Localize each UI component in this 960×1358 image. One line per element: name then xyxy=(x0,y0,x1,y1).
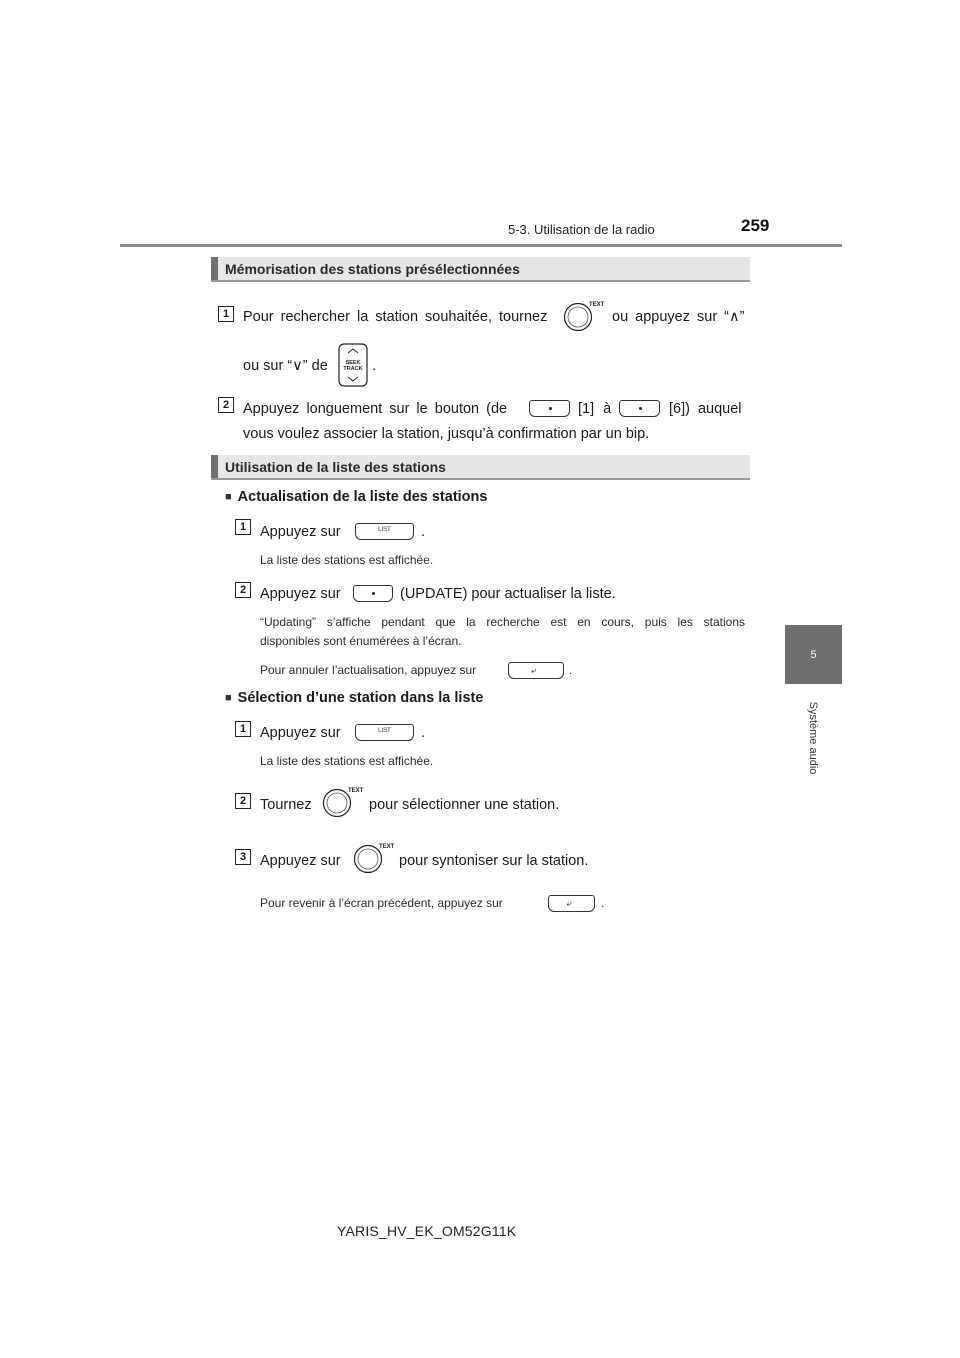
step-text: pour syntoniser sur la station. xyxy=(399,853,589,869)
preset-button-icon xyxy=(529,400,570,417)
seek-label: SEEK xyxy=(345,360,361,366)
tune-knob-icon xyxy=(353,842,397,879)
step-text: (UPDATE) pour actualiser la liste. xyxy=(400,586,616,602)
step-number: 2 xyxy=(235,582,251,598)
seek-track-button-icon xyxy=(337,342,369,393)
back-button-icon: ⤶ xyxy=(548,895,595,912)
subheading-update: ■ Actualisation de la liste des stations xyxy=(225,489,487,505)
step-text: vous voulez associer la station, jusqu’à confirmation par un bip. xyxy=(243,426,650,442)
step-text: Appuyez sur xyxy=(260,853,341,869)
step-note: “Updating” s’affiche pendant que la recherche est en cours, puis les stations xyxy=(260,615,745,629)
step-number: 1 xyxy=(235,519,251,535)
tune-knob-icon xyxy=(563,300,607,337)
step-text: Appuyez sur xyxy=(260,586,341,602)
step-text: Appuyez sur xyxy=(260,524,341,540)
page-number: 259 xyxy=(741,216,770,235)
tune-knob-icon xyxy=(322,786,366,823)
step-note: disponibles sont énumérées à l’écran. xyxy=(260,634,462,648)
step-number: 1 xyxy=(218,306,234,322)
update-button-icon xyxy=(353,585,393,602)
step-text: Pour rechercher la station souhaitée, tournez xyxy=(243,309,548,325)
section-header: 5-3. Utilisation de la radio xyxy=(508,222,655,237)
step-text: . xyxy=(421,725,426,741)
step-number: 1 xyxy=(235,721,251,737)
step-note: . xyxy=(569,663,573,677)
step-note: . xyxy=(601,896,605,910)
step-note: La liste des stations est affichée. xyxy=(260,553,434,567)
knob-label: TEXT xyxy=(348,788,364,794)
step-text: [1] à xyxy=(578,401,612,417)
track-label: TRACK xyxy=(343,366,363,372)
step-number: 2 xyxy=(218,397,234,413)
step-note: Pour revenir à l’écran précédent, appuyez sur xyxy=(260,896,503,910)
section-bar-station-list xyxy=(211,455,750,480)
section-title: Utilisation de la liste des stations xyxy=(225,459,446,475)
knob-label: TEXT xyxy=(589,302,605,308)
back-button-icon: ⤶ xyxy=(508,662,564,679)
chapter-number: 5 xyxy=(810,648,817,661)
step-text: pour sélectionner une station. xyxy=(369,797,560,813)
step-text: Appuyez longuement sur le bouton (de xyxy=(243,401,508,417)
step-text: [6]) auquel xyxy=(669,401,742,417)
chapter-tab xyxy=(785,625,842,684)
knob-label: TEXT xyxy=(379,844,395,850)
document-code: YARIS_HV_EK_OM52G11K xyxy=(337,1223,517,1239)
step-note: Pour annuler l’actualisation, appuyez sur xyxy=(260,663,477,677)
step-text: Appuyez sur xyxy=(260,725,341,741)
step-note: La liste des stations est affichée. xyxy=(260,754,434,768)
step-number: 2 xyxy=(235,793,251,809)
chapter-title: Système audio xyxy=(807,701,819,775)
step-text: ou appuyez sur “∧” xyxy=(612,309,745,325)
preset-button-icon xyxy=(619,400,660,417)
header-rule xyxy=(120,244,842,247)
subheading-select: ■ Sélection d’une station dans la liste xyxy=(225,690,483,706)
step-text: ou sur “∨” de xyxy=(243,358,328,374)
list-button-icon: LIST xyxy=(355,523,414,540)
chapter-title-vertical xyxy=(804,693,822,783)
list-button-icon: LIST xyxy=(355,724,414,741)
section-bar-presets xyxy=(211,257,750,282)
section-title: Mémorisation des stations présélectionnées xyxy=(225,261,520,277)
step-number: 3 xyxy=(235,849,251,865)
step-text: Tournez xyxy=(260,797,312,813)
step-text: . xyxy=(372,358,377,374)
step-text: . xyxy=(421,524,426,540)
